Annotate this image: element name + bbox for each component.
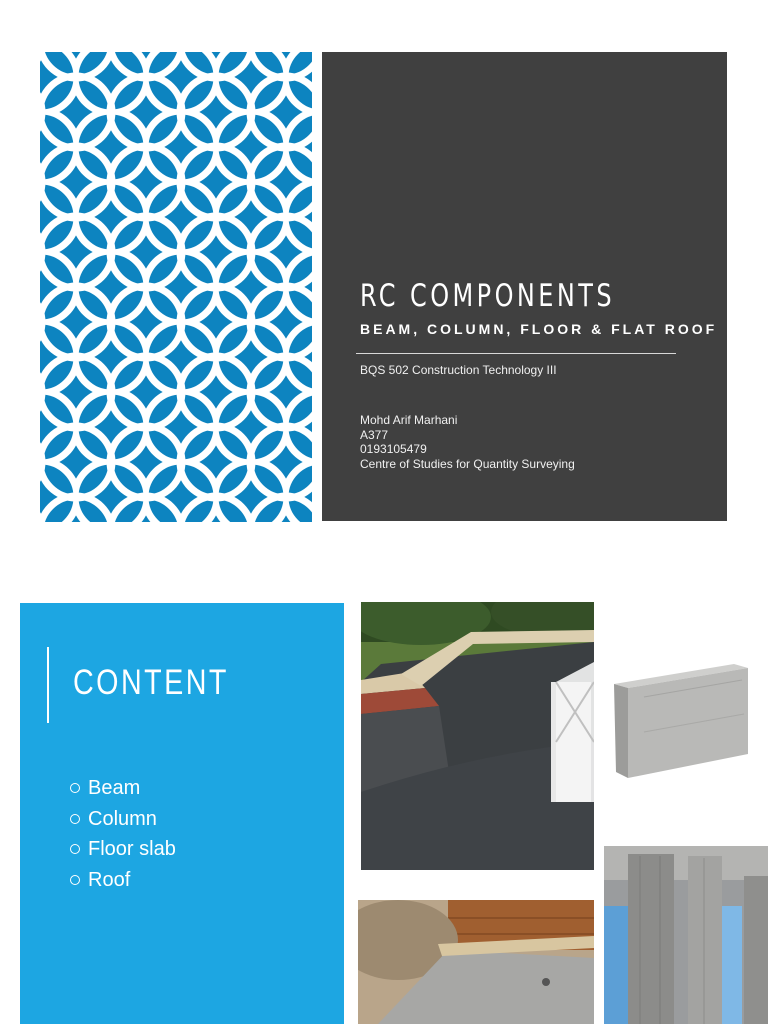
title-panel [322, 52, 727, 521]
author-department: Centre of Studies for Quantity Surveying [360, 456, 575, 471]
list-item [70, 773, 176, 804]
content-list [70, 773, 176, 895]
decorative-circle-pattern [40, 52, 312, 522]
list-item-label: Floor slab [88, 838, 176, 860]
content-title: CONTENT [73, 663, 229, 702]
concrete-columns-photo [604, 846, 768, 1024]
course-name: BQS 502 Construction Technology III [360, 363, 557, 377]
circle-bullet-icon [70, 783, 80, 793]
author-phone: 0193105479 [360, 442, 427, 456]
author-room: A377 [360, 427, 389, 442]
slide-subtitle: BEAM, COLUMN, FLOOR & FLAT ROOF [360, 321, 718, 337]
list-item-label: Beam [88, 777, 141, 799]
floor-slab-photo [358, 900, 594, 1024]
divider [356, 353, 676, 354]
slide-title: RC COMPONENTS [360, 278, 616, 314]
author-name: Mohd Arif Marhani [360, 413, 458, 427]
list-item [70, 834, 176, 865]
list-item [70, 865, 176, 896]
list-item [70, 804, 176, 835]
concrete-beam-photo [604, 602, 768, 832]
circle-bullet-icon [70, 875, 80, 885]
circle-bullet-icon [70, 814, 80, 824]
circle-bullet-icon [70, 844, 80, 854]
flat-roof-photo [361, 602, 594, 870]
list-item-label: Roof [88, 868, 131, 891]
accent-bar [47, 647, 49, 723]
list-item-label: Column [88, 807, 157, 830]
content-panel [20, 603, 344, 1024]
author-info [360, 413, 575, 471]
